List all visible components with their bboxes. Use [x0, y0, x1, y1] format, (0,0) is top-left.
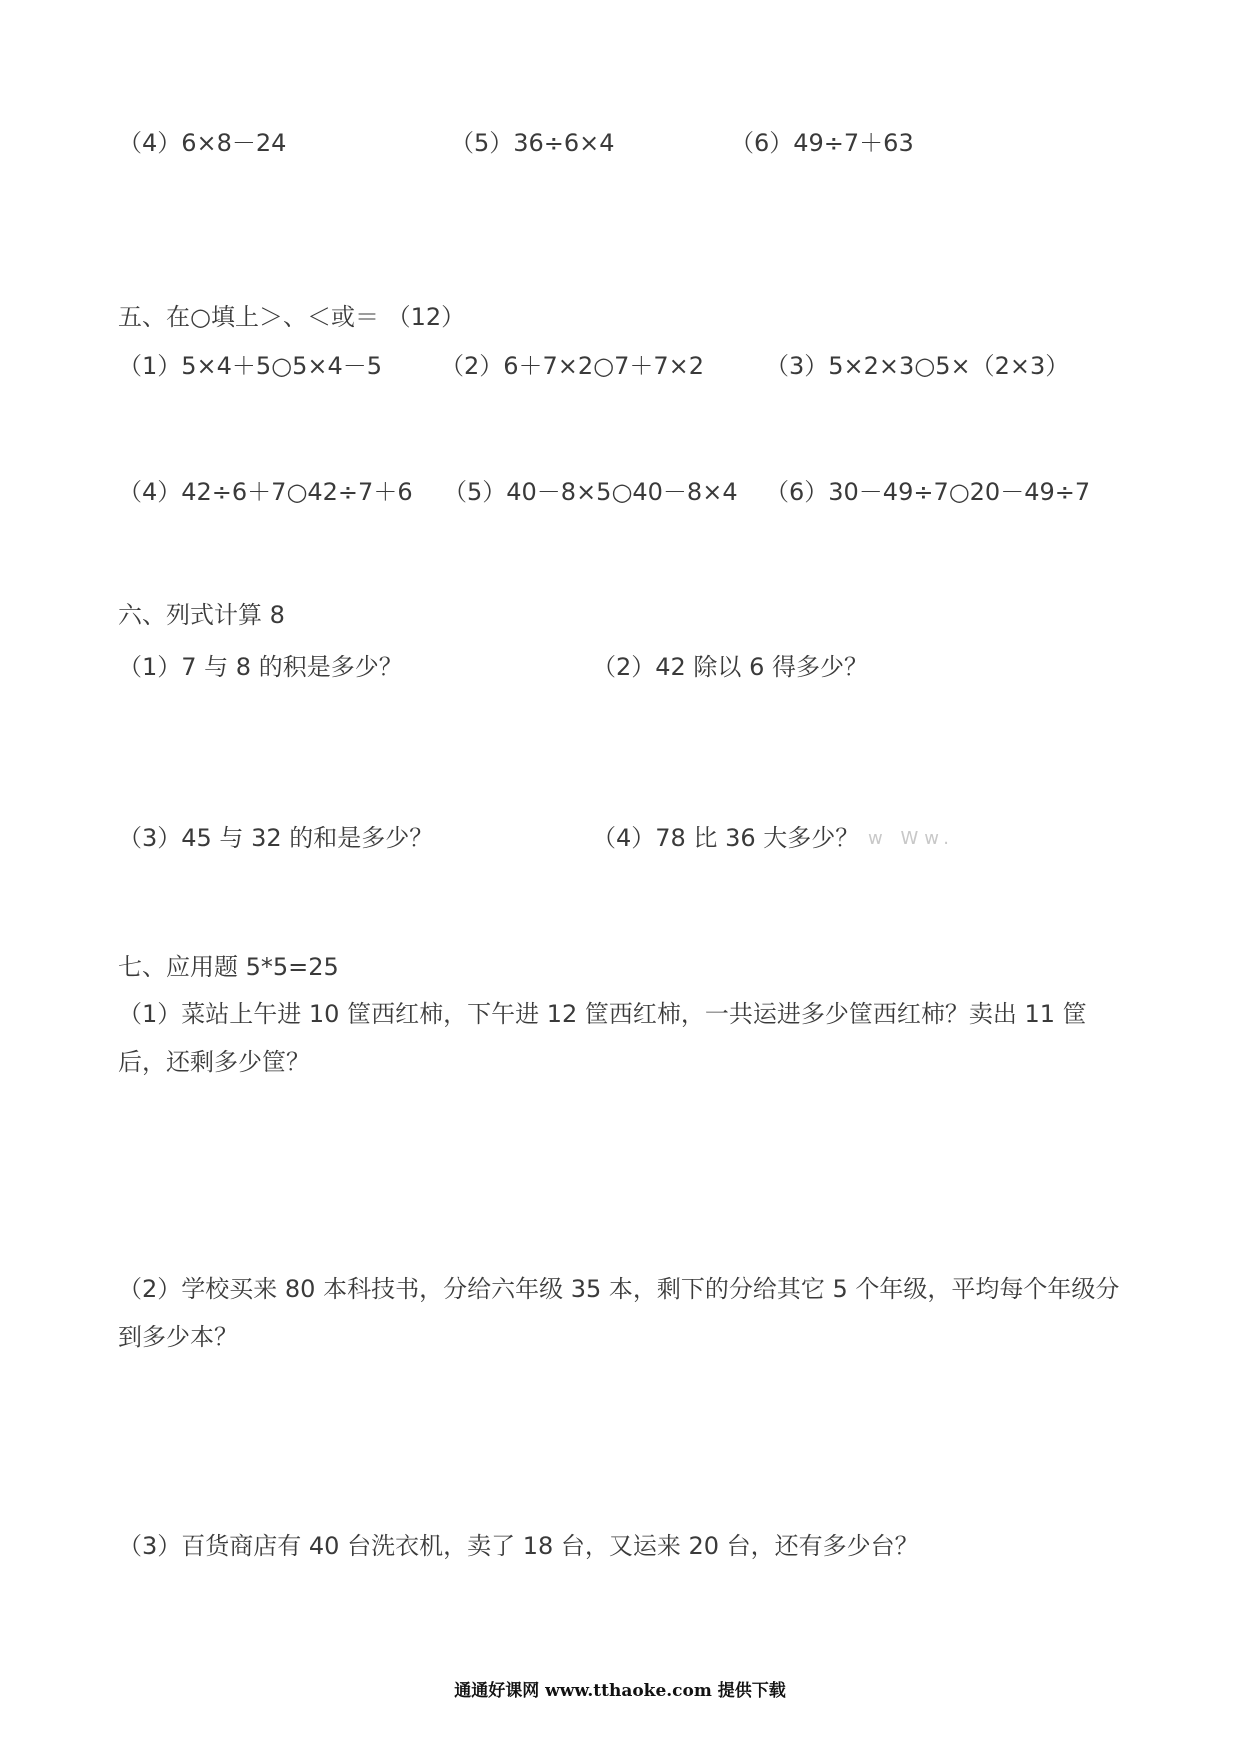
word-problem-1: （1）菜站上午进 10 筐西红柿，下午进 12 筐西红柿，一共运进多少筐西红柿？卖出 11 筐后，还剩多少筐？	[118, 1000, 1087, 1076]
word-problem-2: （2）学校买来 80 本科技书，分给六年级 35 本，剩下的分给其它 5 个年级，平均每个年级分到多少本？	[118, 1275, 1120, 1351]
written-calc-4: （4）78 比 36 大多少？	[592, 824, 860, 852]
word-problem-3: （3）百货商店有 40 台洗衣机，卖了 18 台，又运来 20 台，还有多少台？	[118, 1532, 919, 1560]
section-7-title: 七、应用题 5*5=25	[118, 953, 339, 981]
compare-5: （5）40－8×5○40－8×4	[443, 478, 738, 506]
watermark-text: w Ww.	[868, 828, 956, 849]
compare-6: （6）30－49÷7○20－49÷7	[765, 478, 1091, 506]
problem-4-7: （5）36÷6×4	[450, 129, 615, 157]
compare-1: （1）5×4＋5○5×4－5	[118, 352, 383, 380]
written-calc-1: （1）7 与 8 的积是多少？	[118, 653, 403, 681]
page-footer: 通通好课网 www.tthaoke.com 提供下载	[454, 1681, 786, 1701]
written-calc-3: （3）45 与 32 的和是多少？	[118, 824, 434, 852]
compare-4: （4）42÷6＋7○42÷7＋6	[118, 478, 413, 506]
compare-3: （3）5×2×3○5×（2×3）	[765, 352, 1070, 380]
problem-4-6: （4）6×8－24	[118, 129, 287, 157]
section-5-title: 五、在○填上＞、＜或＝ （12）	[118, 303, 466, 331]
section-6-title: 六、列式计算 8	[118, 601, 285, 629]
written-calc-2: （2）42 除以 6 得多少？	[592, 653, 868, 681]
compare-2: （2）6＋7×2○7＋7×2	[440, 352, 705, 380]
problem-4-8: （6）49÷7＋63	[730, 129, 914, 157]
